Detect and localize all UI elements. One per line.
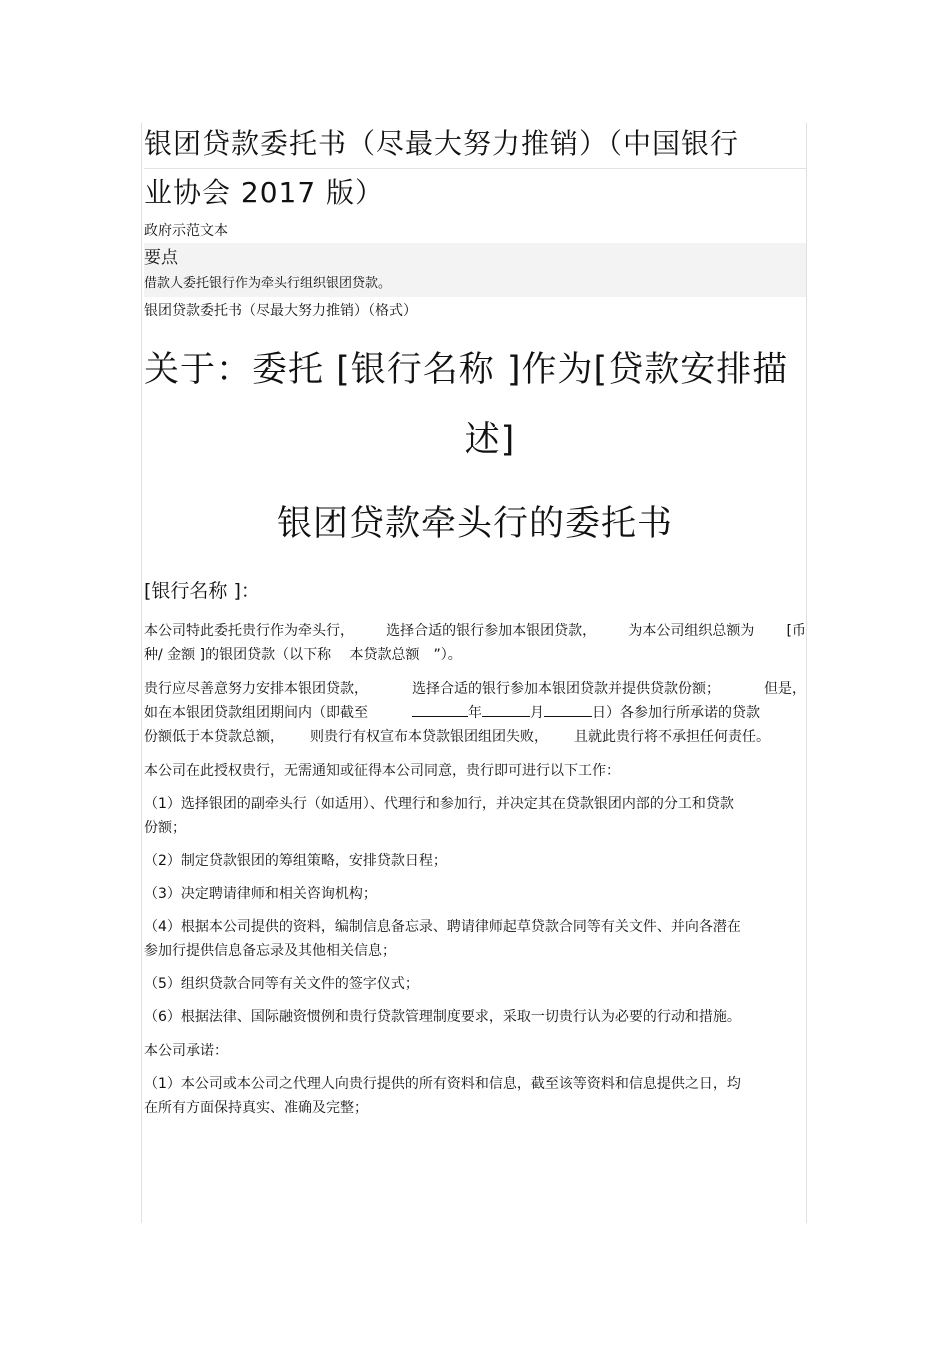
addressee: [银行名称 ]： <box>144 580 260 602</box>
para1-part-b: 选择合适的银行参加本银团贷款， <box>386 623 597 639</box>
para1-part-a: 本公司特此委托贵行作为牵头行， <box>144 623 354 639</box>
page-frame-left <box>141 123 142 1223</box>
document-body <box>144 120 806 1120</box>
authorization-item-4: （4）根据本公司提供的资料，编制信息备忘录、聘请律师起草贷款合同等有关文件、并向各潜在参加行提供信息备忘录及其他相关信息； <box>144 919 741 959</box>
letter-subheading: 银团贷款牵头行的委托书 <box>276 504 673 544</box>
para1-part-d: [币 <box>786 623 806 639</box>
keypoint-text: 借款人委托银行作为牵头行组织银团贷款。 <box>144 276 392 291</box>
keypoint-box <box>144 243 806 297</box>
document-title-line1: 银团贷款委托书（尽最大努力推销）（中国银行 <box>144 120 806 169</box>
day-label: 日）各参加行所承诺的贷款 <box>592 705 760 721</box>
gov-template-label: 政府示范文本 <box>144 223 228 239</box>
day-blank <box>544 702 592 717</box>
para2-line3-a: 份额低于本贷款总额， <box>144 729 284 745</box>
authorization-item-6: （6）根据法律、国际融资惯例和贵行贷款管理制度要求，采取一切贵行认为必要的行动和措施。 <box>144 1009 741 1025</box>
document-title <box>144 120 806 217</box>
page-frame-right <box>806 123 807 1223</box>
para2-line3-c: 且就此贵行将不承担任何责任。 <box>574 729 770 745</box>
para1-line2: 种/ 金额 ]的银团贷款（以下称 本贷款总额 ”）。 <box>144 647 462 663</box>
para2-part-c: 但是， <box>764 681 806 697</box>
para2-line3-b: 则贵行有权宣布本贷款银团组团失败， <box>310 729 548 745</box>
authorization-item-3: （3）决定聘请律师和相关咨询机构； <box>144 886 377 902</box>
authorization-item-5: （5）组织贷款合同等有关文件的签字仪式； <box>144 976 419 992</box>
para1-part-c: 为本公司组织总额为 <box>628 623 755 639</box>
commitment-label: 本公司承诺： <box>144 1043 228 1059</box>
paragraph-authorization: 本公司在此授权贵行，无需通知或征得本公司同意，贵行即可进行以下工作： <box>144 763 620 779</box>
keypoint-heading: 要点 <box>144 248 178 268</box>
para2-part-b: 选择合适的银行参加本银团贷款并提供贷款份额； <box>412 681 720 697</box>
document-title-line2: 业协会 2017 版） <box>144 176 385 209</box>
letter-heading-line1: 关于：委托 [银行名称 ]作为[贷款安排描 <box>144 350 789 390</box>
para2-line2-a: 如在本银团贷款组团期间内（即截至 <box>144 705 368 721</box>
month-blank <box>482 702 530 717</box>
paragraph-entrust <box>144 619 806 667</box>
para2-part-a: 贵行应尽善意努力安排本银团贷款， <box>144 681 368 697</box>
letter-heading <box>144 335 806 475</box>
commitment-item-1: （1）本公司或本公司之代理人向贵行提供的所有资料和信息，截至该等资料和信息提供之日，均在所有方面保持真实、准确及完整； <box>144 1076 741 1116</box>
authorization-item-2: （2）制定贷款银团的筹组策略，安排贷款日程； <box>144 853 447 869</box>
letter-heading-line2: 述] <box>464 420 516 460</box>
format-label: 银团贷款委托书（尽最大努力推销）（格式） <box>144 303 417 319</box>
paragraph-best-efforts <box>144 677 806 749</box>
month-label: 月 <box>530 705 544 721</box>
authorization-item-1: （1）选择银团的副牵头行（如适用）、代理行和参加行，并决定其在贷款银团内部的分工和贷款份额； <box>144 796 734 836</box>
year-blank <box>412 702 468 717</box>
year-label: 年 <box>468 705 482 721</box>
